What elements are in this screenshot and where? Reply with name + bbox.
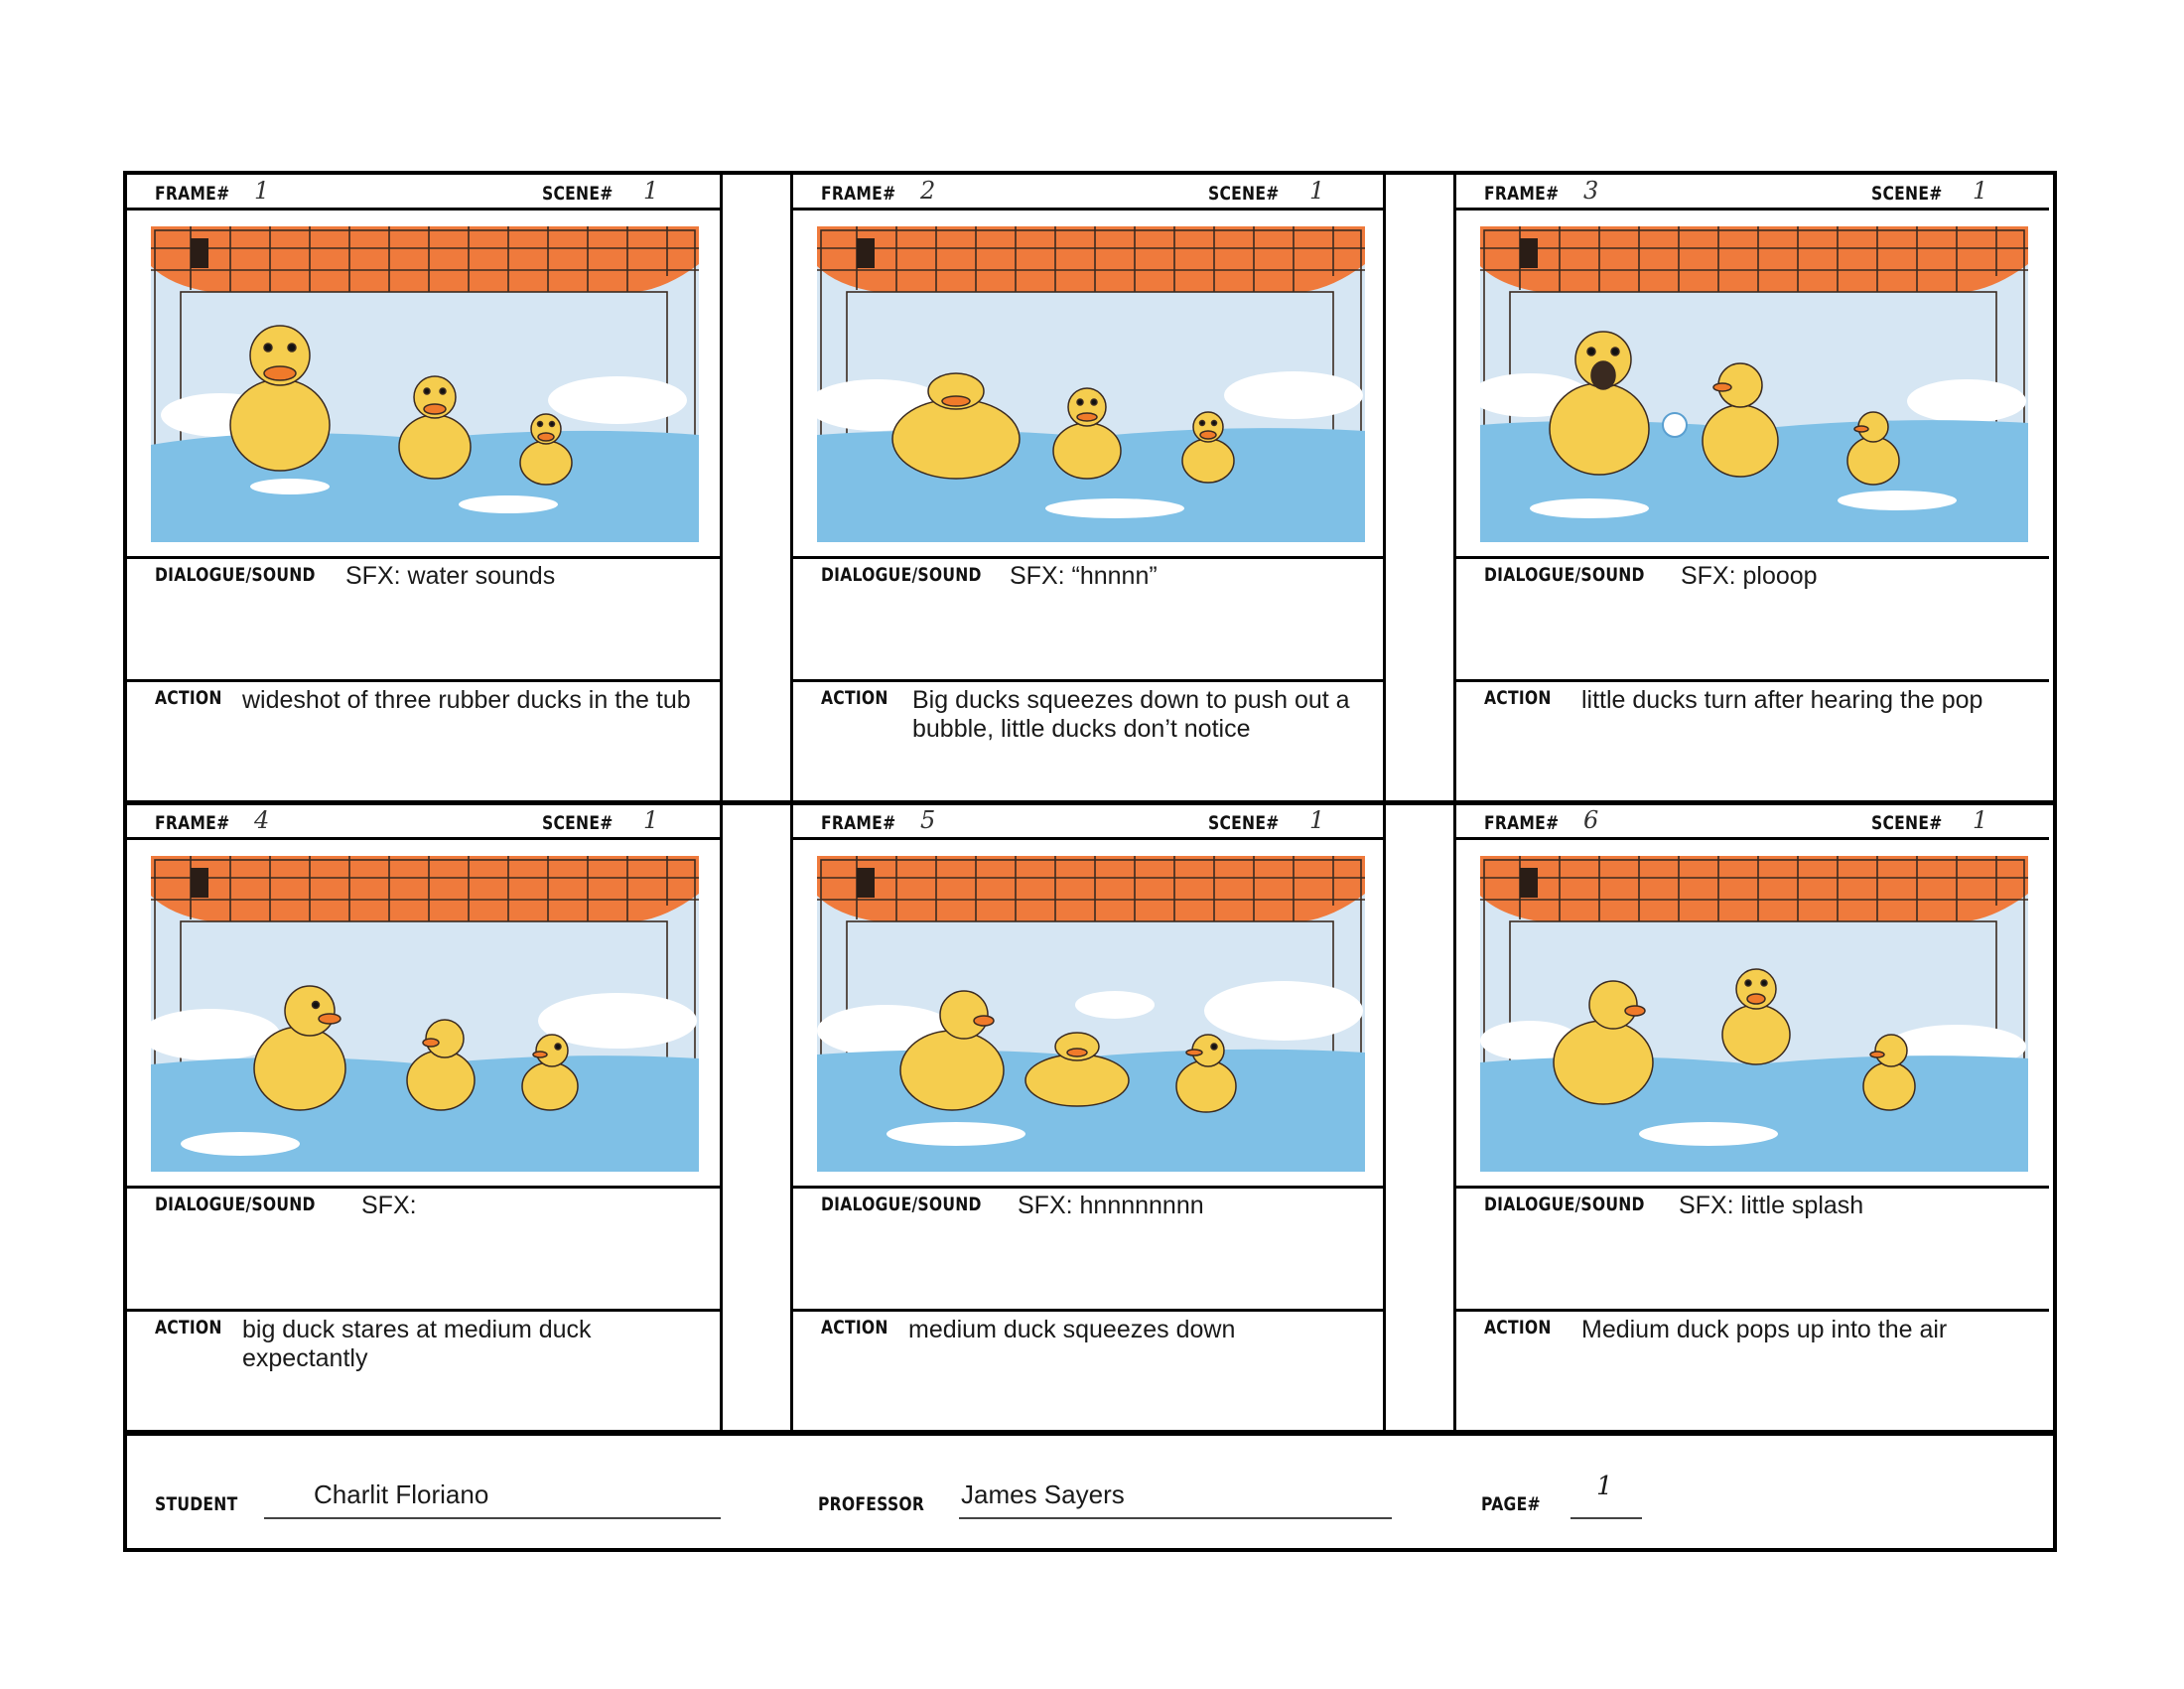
- scene-label: SCENE#: [542, 812, 614, 834]
- divider: [1456, 1186, 2049, 1189]
- panel-header: [793, 804, 1383, 840]
- action-text: Medium duck pops up into the air: [1581, 1316, 1948, 1343]
- scene-number: 1: [1973, 806, 1988, 834]
- divider: [793, 556, 1383, 559]
- frame-number: 1: [254, 177, 270, 205]
- student-name: Charlit Floriano: [314, 1479, 489, 1509]
- dialogue-text: SFX: plooop: [1681, 562, 1818, 590]
- dialogue-text: SFX: little splash: [1679, 1192, 1864, 1219]
- panel-header: [1456, 804, 2049, 840]
- dialogue-label: DIALOGUE/SOUND: [821, 564, 982, 586]
- scene-number: 1: [1309, 806, 1325, 834]
- bathtub-duck-sketch: [1480, 856, 2028, 1172]
- action-label: ACTION: [821, 687, 888, 709]
- storyboard-sheet: [123, 171, 2057, 1552]
- frame-label: FRAME#: [155, 812, 230, 834]
- divider: [793, 1186, 1383, 1189]
- dialogue-label: DIALOGUE/SOUND: [155, 564, 316, 586]
- student-line: [264, 1517, 721, 1519]
- sketch-frame-3: [1480, 226, 2028, 542]
- action-text: little ducks turn after hearing the pop: [1581, 686, 1983, 714]
- panel-header: [127, 804, 720, 840]
- panel-4: [127, 804, 723, 1431]
- action-text: medium duck squeezes down: [908, 1316, 1236, 1343]
- frame-number: 2: [920, 177, 936, 205]
- scene-label: SCENE#: [1208, 812, 1280, 834]
- dialogue-text: SFX: water sounds: [345, 562, 556, 590]
- action-text: Big ducks squeezes down to push out a bubble, little ducks don’t notice: [912, 686, 1350, 743]
- scene-label: SCENE#: [1208, 183, 1280, 205]
- action-label: ACTION: [155, 687, 222, 709]
- scene-number: 1: [1309, 177, 1325, 205]
- action-label: ACTION: [1484, 687, 1552, 709]
- divider: [127, 1186, 720, 1189]
- frame-label: FRAME#: [821, 183, 896, 205]
- professor-line: [959, 1517, 1392, 1519]
- dialogue-label: DIALOGUE/SOUND: [155, 1194, 316, 1215]
- frame-number: 6: [1583, 806, 1599, 834]
- footer: [127, 1432, 2053, 1552]
- bathtub-duck-sketch: [151, 226, 699, 542]
- bathtub-duck-sketch: [817, 226, 1365, 542]
- bathtub-duck-sketch: [817, 856, 1365, 1172]
- action-label: ACTION: [155, 1317, 222, 1338]
- dialogue-text: SFX:: [361, 1192, 417, 1219]
- panel-2: [790, 175, 1386, 801]
- frame-label: FRAME#: [821, 812, 896, 834]
- dialogue-text: SFX: “hnnnn”: [1010, 562, 1158, 590]
- sketch-frame-2: [817, 226, 1365, 542]
- action-text: wideshot of three rubber ducks in the tub: [242, 686, 691, 714]
- panel-3: [1453, 175, 2049, 801]
- sketch-frame-6: [1480, 856, 2028, 1172]
- sketch-frame-1: [151, 226, 699, 542]
- divider: [793, 1309, 1383, 1312]
- frame-number: 5: [920, 806, 936, 834]
- scene-label: SCENE#: [1871, 183, 1943, 205]
- divider: [1456, 679, 2049, 682]
- professor-name: James Sayers: [961, 1479, 1125, 1509]
- scene-number: 1: [643, 177, 659, 205]
- action-label: ACTION: [821, 1317, 888, 1338]
- scene-number: 1: [1973, 177, 1988, 205]
- dialogue-label: DIALOGUE/SOUND: [1484, 1194, 1645, 1215]
- panel-1: [127, 175, 723, 801]
- frame-label: FRAME#: [1484, 812, 1560, 834]
- divider: [1456, 556, 2049, 559]
- bathtub-duck-sketch: [151, 856, 699, 1172]
- frame-label: FRAME#: [155, 183, 230, 205]
- dialogue-label: DIALOGUE/SOUND: [821, 1194, 982, 1215]
- action-text: big duck stares at medium duck expectantly: [242, 1316, 592, 1372]
- divider: [127, 679, 720, 682]
- panel-6: [1453, 804, 2049, 1431]
- frame-number: 3: [1583, 177, 1599, 205]
- panel-5: [790, 804, 1386, 1431]
- bathtub-duck-sketch: [1480, 226, 2028, 542]
- frame-number: 4: [254, 806, 270, 834]
- page-number: 1: [1596, 1472, 1613, 1501]
- sketch-frame-4: [151, 856, 699, 1172]
- divider: [127, 1309, 720, 1312]
- page-label: PAGE#: [1481, 1493, 1541, 1515]
- dialogue-label: DIALOGUE/SOUND: [1484, 564, 1645, 586]
- panel-header: [1456, 175, 2049, 211]
- action-label: ACTION: [1484, 1317, 1552, 1338]
- divider: [127, 556, 720, 559]
- scene-label: SCENE#: [1871, 812, 1943, 834]
- professor-label: PROFESSOR: [818, 1493, 925, 1515]
- panel-header: [127, 175, 720, 211]
- panel-header: [793, 175, 1383, 211]
- sketch-frame-5: [817, 856, 1365, 1172]
- scene-label: SCENE#: [542, 183, 614, 205]
- divider: [793, 679, 1383, 682]
- page-line: [1570, 1517, 1642, 1519]
- dialogue-text: SFX: hnnnnnnnn: [1018, 1192, 1204, 1219]
- frame-label: FRAME#: [1484, 183, 1560, 205]
- scene-number: 1: [643, 806, 659, 834]
- student-label: STUDENT: [155, 1493, 238, 1515]
- divider: [1456, 1309, 2049, 1312]
